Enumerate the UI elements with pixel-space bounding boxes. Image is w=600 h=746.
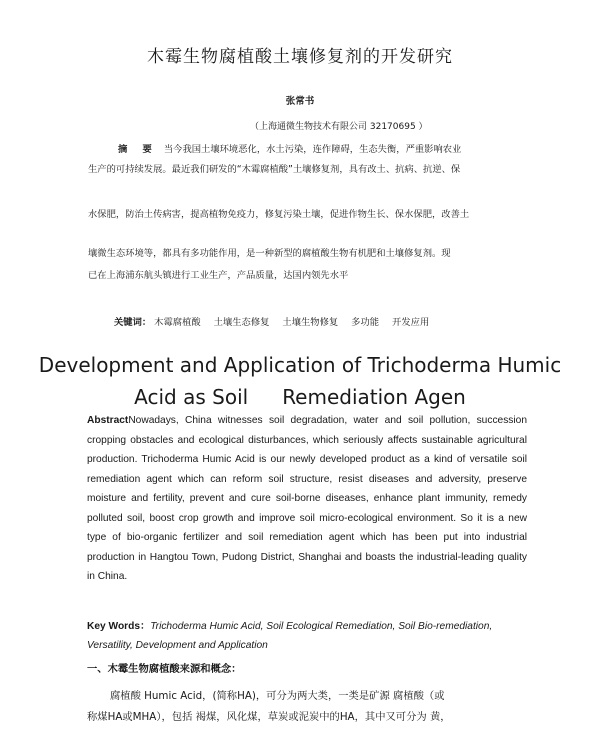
body-line-2: 称煤HA或MHA），包括 褐煤，风化煤，草炭或泥炭中的HA，其中又可分为 黄， [87,711,451,723]
chinese-abstract-line-2: 生产的可持续发展。最近我们研发的“木霉腐植酸”土壤修复剂，具有改土、抗病、抗逆、保 [88,164,461,175]
english-title-line-2: Acid as Soil Remediation Agen [134,385,466,409]
body-line-1: 腐植酸 Humic Acid，(简称HA)，可分为两大类，一类是矿源 腐植酸（或 [110,690,445,702]
english-keywords [87,617,527,655]
chinese-abstract-line-5: 已在上海浦东航头镇进行工业生产，产品质量，达国内领先水平 [88,270,349,281]
chinese-keyword: 土壤生态修复 [213,317,270,328]
section-heading: 一、木霉生物腐植酸来源和概念： [87,663,242,675]
english-keywords-text: Trichoderma Humic Acid, Soil Ecological Remediation, Soil Bio-remediation, Versatility, Development and Application [87,621,493,651]
english-keywords-label: Key Words： [87,621,151,632]
chinese-keyword: 土壤生物修复 [282,317,339,328]
english-abstract-label: Abstract [87,415,129,426]
chinese-keyword: 多功能 [351,317,380,328]
author-name: 张常书 [285,96,315,107]
chinese-keyword: 开发应用 [392,317,430,328]
chinese-title: 木霉生物腐植酸土壤修复剂的开发研究 [147,47,453,67]
chinese-keywords-label: 关键词： [114,317,152,328]
chinese-abstract-label: 摘 要 [118,144,158,155]
english-abstract [87,411,527,587]
author-affiliation: （上海通微生物技术有限公司 32170695 ） [250,122,428,132]
english-abstract-text: Nowadays, China witnesses soil degradation, water and soil pollution, succession cropping obstacles and ecological disturbances, which seriously affects sustainable agricultural production. Trichoderma Humic Acid is our newly developed product as a kind of versatile soil remediation agent which can reform soil structure, resist diseases and adversity, preserve moisture and fertility, prevent and cure soil-borne diseases, enhance plant immunity, remedy polluted soil, boost crop growth and improve soil micro-ecological environment. So it is a new type of bio-organic fertilizer and soil remediation agent which has been put into industrial production in Hangtou Town, Pudong District, Shanghai and boasts the industrial-leading quality in China. [87,415,527,582]
chinese-abstract-line-4: 壤微生态环境等，都具有多功能作用，是一种新型的腐植酸生物有机肥和土壤修复剂。现 [88,248,451,259]
chinese-abstract-line-1: 摘 要 当今我国土壤环境恶化，水土污染，连作障碍，生态失衡，严重影响农业 [118,144,462,155]
chinese-keywords [114,314,439,328]
chinese-abstract-line-3: 水保肥，防治土传病害，提高植物免疫力，修复污染土壤，促进作物生长、保水保肥，改善土 [88,209,470,220]
english-title-line-1: Development and Application of Trichoderma Humic [38,353,562,377]
chinese-keyword: 木霉腐植酸 [154,317,201,328]
